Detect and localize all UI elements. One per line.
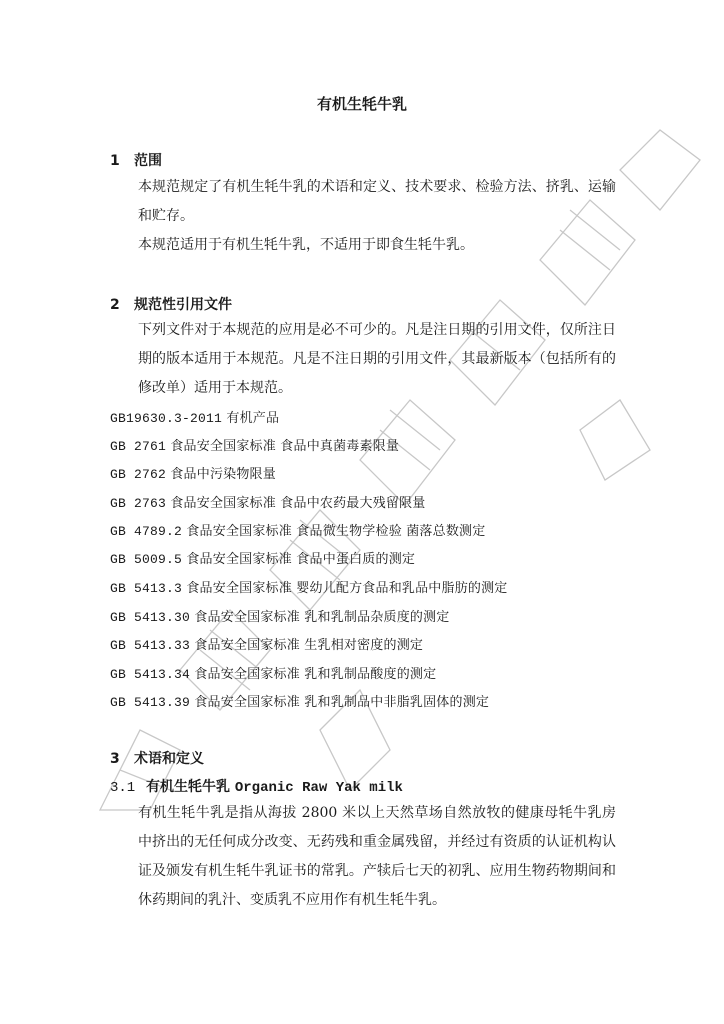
- section-title: 术语和定义: [134, 751, 204, 767]
- reference-item: GB 5413.30 食品安全国家标准 乳和乳制品杂质度的测定: [110, 610, 450, 625]
- reference-item: GB 2762 食品中污染物限量: [110, 467, 276, 482]
- term-heading: [110, 776, 403, 796]
- term-name-en: Organic Raw Yak milk: [234, 780, 403, 796]
- section-number: 3: [110, 751, 120, 767]
- section-2-heading: [110, 294, 232, 314]
- term-name-zh: 有机生牦牛乳: [146, 779, 230, 795]
- section-1-heading: [110, 150, 162, 170]
- reference-item: GB19630.3-2011 有机产品: [110, 411, 280, 426]
- reference-item: GB 2763 食品安全国家标准 食品中农药最大残留限量: [110, 496, 426, 511]
- section-1-paragraph-1: 本规范规定了有机生牦牛乳的术语和定义、技术要求、检验方法、挤乳、运输和贮存。: [138, 179, 616, 224]
- reference-item: GB 5009.5 食品安全国家标准 食品中蛋白质的测定: [110, 552, 416, 567]
- section-3-paragraph-1: 有机生牦牛乳是指从海拔 2800 米以上天然草场自然放牧的健康母牦牛乳房中挤出的无任何成分改变、无药残和重金属残留，并经过有资质的认证机构认证及颁发有机生牦牛乳证书的常乳。产犊后七天的初乳、应用生物药物期间和休药期间的乳汁、变质乳不应用作有机生牦牛乳。: [138, 805, 616, 908]
- section-2-paragraph-1: 下列文件对于本规范的应用是必不可少的。凡是注日期的引用文件，仅所注日期的版本适用于本规范。凡是不注日期的引用文件，其最新版本（包括所有的修改单）适用于本规范。: [138, 322, 616, 396]
- section-title: 范围: [134, 153, 162, 169]
- section-number: 1: [110, 153, 120, 169]
- reference-item: GB 5413.39 食品安全国家标准 乳和乳制品中非脂乳固体的测定: [110, 695, 490, 710]
- reference-item: GB 4789.2 食品安全国家标准 食品微生物学检验 菌落总数测定: [110, 524, 486, 539]
- reference-item: GB 5413.34 食品安全国家标准 乳和乳制品酸度的测定: [110, 667, 437, 682]
- reference-item: GB 5413.3 食品安全国家标准 婴幼儿配方食品和乳品中脂肪的测定: [110, 581, 508, 596]
- section-number: 2: [110, 297, 120, 313]
- section-3-heading: [110, 748, 204, 768]
- section-1-paragraph-2: 本规范适用于有机生牦牛乳，不适用于即食生牦牛乳。: [138, 237, 474, 253]
- section-title: 规范性引用文件: [134, 297, 232, 313]
- reference-item: GB 2761 食品安全国家标准 食品中真菌毒素限量: [110, 439, 400, 454]
- reference-item: GB 5413.33 食品安全国家标准 生乳相对密度的测定: [110, 638, 424, 653]
- document-title: 有机生牦牛乳: [316, 95, 407, 113]
- term-number: 3.1: [110, 780, 136, 796]
